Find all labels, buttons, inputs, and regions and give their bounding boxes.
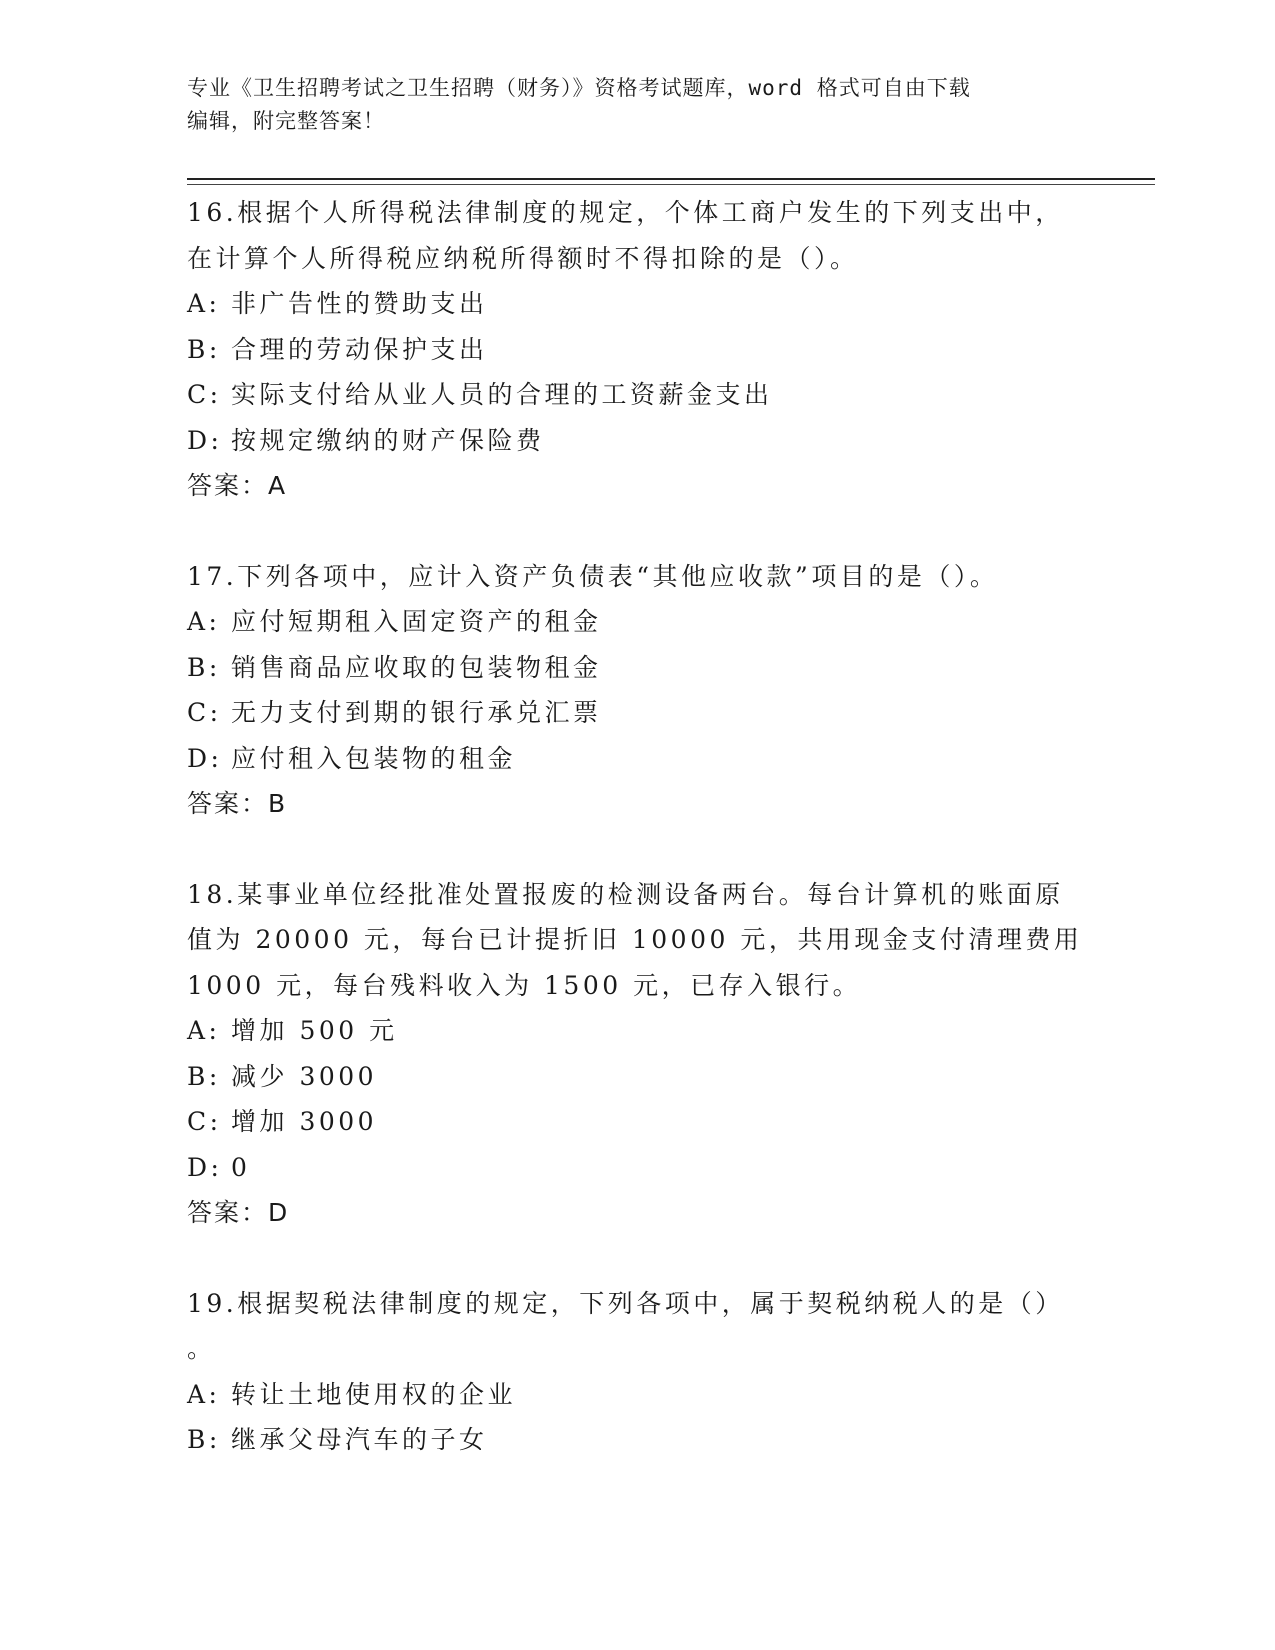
option-text: 无力支付到期的银行承兑汇票 [231, 698, 602, 727]
option-text: 按规定缴纳的财产保险费 [231, 425, 545, 455]
document-header [187, 72, 1067, 138]
option-letter: B: [187, 652, 221, 682]
option-a [187, 281, 1087, 327]
option-letter: D: [187, 425, 223, 455]
header-divider-thick [187, 178, 1155, 180]
option-b [187, 645, 1087, 691]
option-text: 转让土地使用权的企业 [231, 1379, 517, 1409]
question-stem-line: 19.根据契税法律制度的规定，下列各项中，属于契税纳税人的是（） [187, 1288, 1064, 1318]
option-text: 继承父母汽车的子女 [231, 1425, 488, 1454]
option-c [187, 1099, 1087, 1145]
option-letter: A: [187, 289, 221, 318]
option-letter: B: [187, 1425, 221, 1454]
question-stem-line: 18.某事业单位经批准处置报废的检测设备两台。每台计算机的账面原 [187, 879, 1064, 909]
option-c [187, 690, 1087, 736]
option-text: 增加 3000 [231, 1107, 378, 1136]
question-stem-line: 在计算个人所得税应纳税所得额时不得扣除的是（）。 [187, 243, 859, 273]
option-d [187, 418, 1087, 464]
option-d [187, 736, 1087, 782]
question-stem-line: 17.下列各项中，应计入资产负债表“其他应收款”项目的是（）。 [187, 561, 999, 591]
answer: 答案：D [187, 1198, 290, 1227]
option-letter: A: [187, 1379, 221, 1409]
option-d [187, 1145, 1087, 1191]
option-letter: C: [187, 380, 222, 409]
spacer [187, 509, 1087, 554]
question-list [187, 190, 1087, 1463]
option-letter: B: [187, 1061, 221, 1091]
header-line-2: 编辑，附完整答案！ [187, 109, 385, 133]
option-a [187, 1372, 1087, 1418]
option-letter: A: [187, 1016, 221, 1045]
question-stem-line: 1000 元，每台残料收入为 1500 元，已存入银行。 [187, 970, 862, 1000]
question-16 [187, 190, 1087, 509]
question-stem-line: 16.根据个人所得税法律制度的规定，个体工商户发生的下列支出中， [187, 198, 1064, 227]
option-text: 销售商品应收取的包装物租金 [231, 652, 602, 682]
option-c [187, 372, 1087, 418]
option-b [187, 327, 1087, 373]
question-stem-line: 。 [187, 1334, 216, 1363]
option-letter: D: [187, 743, 223, 773]
answer: 答案：B [187, 789, 288, 818]
option-a [187, 599, 1087, 645]
option-text: 增加 500 元 [231, 1016, 398, 1045]
option-text: 0 [231, 1152, 251, 1182]
option-letter: C: [187, 698, 222, 727]
option-letter: D: [187, 1152, 223, 1182]
spacer [187, 827, 1087, 872]
option-letter: B: [187, 334, 221, 364]
option-text: 实际支付给从业人员的合理的工资薪金支出 [231, 380, 773, 409]
option-text: 合理的劳动保护支出 [231, 334, 488, 364]
option-b [187, 1417, 1087, 1463]
answer: 答案：A [187, 471, 288, 500]
option-text: 应付短期租入固定资产的租金 [231, 607, 602, 636]
question-18 [187, 872, 1087, 1236]
option-text: 减少 3000 [231, 1061, 378, 1091]
option-a [187, 1008, 1087, 1054]
option-text: 非广告性的赞助支出 [231, 289, 488, 318]
option-text: 应付租入包装物的租金 [231, 743, 517, 773]
spacer [187, 1236, 1087, 1281]
option-letter: C: [187, 1107, 222, 1136]
question-stem-line: 值为 20000 元，每台已计提折旧 10000 元，共用现金支付清理费用 [187, 925, 1083, 954]
question-19 [187, 1281, 1087, 1463]
option-b [187, 1054, 1087, 1100]
header-line-1: 专业《卫生招聘考试之卫生招聘（财务）》资格考试题库，word 格式可自由下载 [187, 76, 971, 100]
header-divider-thin [187, 184, 1155, 185]
option-letter: A: [187, 607, 221, 636]
question-17 [187, 554, 1087, 827]
